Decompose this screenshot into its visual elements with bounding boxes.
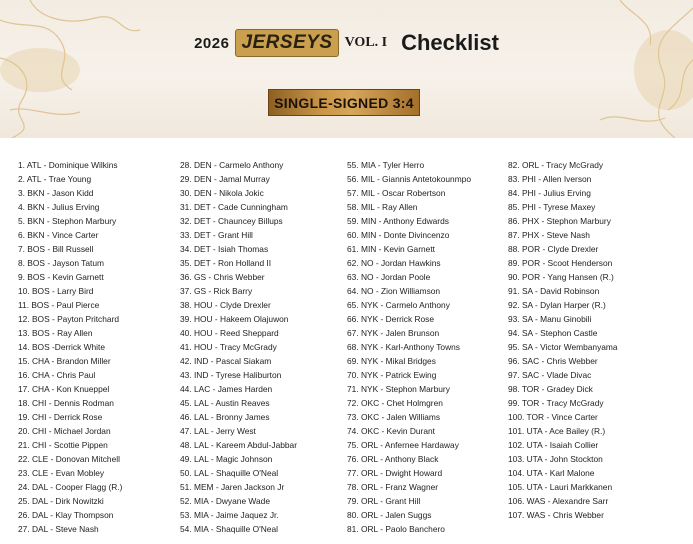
checklist-entry: 20. CHI - Michael Jordan — [18, 426, 111, 436]
checklist-entry: 84. PHI - Julius Erving — [508, 188, 591, 198]
checklist-entry: 19. CHI - Derrick Rose — [18, 412, 103, 422]
checklist-column-1 — [18, 158, 122, 536]
checklist-entry: 43. IND - Tyrese Haliburton — [180, 370, 282, 380]
checklist-entry: 94. SA - Stephon Castle — [508, 328, 598, 338]
checklist-entry: 103. UTA - John Stockton — [508, 454, 603, 464]
checklist-entry: 91. SA - David Robinson — [508, 286, 600, 296]
checklist-entry: 10. BOS - Larry Bird — [18, 286, 94, 296]
checklist-entry: 36. GS - Chris Webber — [180, 272, 265, 282]
checklist-entry: 81. ORL - Paolo Banchero — [347, 524, 445, 534]
checklist-entry: 18. CHI - Dennis Rodman — [18, 398, 114, 408]
checklist-entry: 30. DEN - Nikola Jokic — [180, 188, 264, 198]
checklist-entry: 93. SA - Manu Ginobili — [508, 314, 592, 324]
checklist-entry: 88. POR - Clyde Drexler — [508, 244, 599, 254]
checklist-entry: 12. BOS - Payton Pritchard — [18, 314, 120, 324]
checklist-entry: 63. NO - Jordan Poole — [347, 272, 431, 282]
checklist-entry: 69. NYK - Mikal Bridges — [347, 356, 436, 366]
checklist-entry: 32. DET - Chauncey Billups — [180, 216, 283, 226]
checklist-entry: 33. DET - Grant Hill — [180, 230, 253, 240]
checklist-entry: 7. BOS - Bill Russell — [18, 244, 94, 254]
checklist-entry: 42. IND - Pascal Siakam — [180, 356, 272, 366]
checklist-entry: 1. ATL - Dominique Wilkins — [18, 160, 118, 170]
checklist-entry: 95. SA - Victor Wembanyama — [508, 342, 618, 352]
page-title: Checklist — [401, 30, 499, 55]
checklist-entry: 56. MIL - Giannis Antetokounmpo — [347, 174, 471, 184]
checklist-entry: 79. ORL - Grant Hill — [347, 496, 421, 506]
checklist-entry: 35. DET - Ron Holland II — [180, 258, 272, 268]
checklist-entry: 96. SAC - Chris Webber — [508, 356, 598, 366]
checklist-entry: 82. ORL - Tracy McGrady — [508, 160, 604, 170]
gold-marble-texture — [0, 0, 693, 138]
checklist-entry: 60. MIN - Donte Divincenzo — [347, 230, 450, 240]
checklist-entry: 16. CHA - Chris Paul — [18, 370, 96, 380]
checklist-entry: 23. CLE - Evan Mobley — [18, 468, 105, 478]
checklist-entry: 50. LAL - Shaquille O'Neal — [180, 468, 279, 478]
checklist-entry: 39. HOU - Hakeem Olajuwon — [180, 314, 289, 324]
title-row — [0, 26, 693, 60]
checklist-entry: 78. ORL - Franz Wagner — [347, 482, 439, 492]
checklist-entry: 57. MIL - Oscar Robertson — [347, 188, 446, 198]
checklist-entry: 47. LAL - Jerry West — [180, 426, 256, 436]
volume-label: VOL. I — [344, 35, 388, 50]
header-banner — [0, 0, 693, 138]
checklist-entry: 44. LAC - James Harden — [180, 384, 273, 394]
checklist-entry: 46. LAL - Bronny James — [180, 412, 270, 422]
checklist-entry: 77. ORL - Dwight Howard — [347, 468, 443, 478]
checklist-column-2 — [180, 158, 297, 536]
checklist-entry: 9. BOS - Kevin Garnett — [18, 272, 104, 282]
checklist-entry: 15. CHA - Brandon Miller — [18, 356, 111, 366]
checklist-entry: 70. NYK - Patrick Ewing — [347, 370, 437, 380]
checklist-entry: 17. CHA - Kon Knueppel — [18, 384, 110, 394]
checklist-entry: 51. MEM - Jaren Jackson Jr — [180, 482, 285, 492]
checklist-entry: 22. CLE - Donovan Mitchell — [18, 454, 120, 464]
checklist-entry: 37. GS - Rick Barry — [180, 286, 253, 296]
checklist-entry: 92. SA - Dylan Harper (R.) — [508, 300, 606, 310]
checklist-entry: 40. HOU - Reed Sheppard — [180, 328, 279, 338]
checklist-entry: 75. ORL - Anfernee Hardaway — [347, 440, 459, 450]
checklist-entry: 21. CHI - Scottie Pippen — [18, 440, 108, 450]
checklist-entry: 28. DEN - Carmelo Anthony — [180, 160, 284, 170]
checklist-entry: 27. DAL - Steve Nash — [18, 524, 99, 534]
checklist-entry: 34. DET - Isiah Thomas — [180, 244, 269, 254]
checklist-entry: 72. OKC - Chet Holmgren — [347, 398, 443, 408]
checklist-entry: 80. ORL - Jalen Suggs — [347, 510, 432, 520]
checklist-entry: 107. WAS - Chris Webber — [508, 510, 604, 520]
checklist-entry: 59. MIN - Anthony Edwards — [347, 216, 449, 226]
checklist-entry: 90. POR - Yang Hansen (R.) — [508, 272, 614, 282]
checklist-entry: 5. BKN - Stephon Marbury — [18, 216, 117, 226]
checklist-entry: 68. NYK - Karl-Anthony Towns — [347, 342, 460, 352]
checklist-entry: 53. MIA - Jaime Jaquez Jr. — [180, 510, 279, 520]
checklist-entry: 13. BOS - Ray Allen — [18, 328, 93, 338]
checklist-entry: 6. BKN - Vince Carter — [18, 230, 99, 240]
checklist-entry: 66. NYK - Derrick Rose — [347, 314, 435, 324]
checklist-entry: 55. MIA - Tyler Herro — [347, 160, 425, 170]
checklist-entry: 99. TOR - Tracy McGrady — [508, 398, 604, 408]
checklist-entry: 106. WAS - Alexandre Sarr — [508, 496, 609, 506]
badge-label: SINGLE-SIGNED 3:4 — [274, 94, 414, 111]
jerseys-logo: JERSEYS — [235, 29, 338, 57]
checklist-entry: 104. UTA - Karl Malone — [508, 468, 595, 478]
checklist-entry: 54. MIA - Shaquille O'Neal — [180, 524, 278, 534]
checklist-entry: 29. DEN - Jamal Murray — [180, 174, 270, 184]
checklist-entry: 31. DET - Cade Cunningham — [180, 202, 288, 212]
checklist-entry: 85. PHI - Tyrese Maxey — [508, 202, 596, 212]
checklist-entry: 26. DAL - Klay Thompson — [18, 510, 114, 520]
checklist-entry: 102. UTA - Isaiah Collier — [508, 440, 599, 450]
checklist-entry: 38. HOU - Clyde Drexler — [180, 300, 271, 310]
checklist-entry: 100. TOR - Vince Carter — [508, 412, 598, 422]
checklist-entry: 87. PHX - Steve Nash — [508, 230, 590, 240]
checklist-entry: 83. PHI - Allen Iverson — [508, 174, 592, 184]
year-label: 2026 — [194, 34, 230, 52]
checklist-entry: 25. DAL - Dirk Nowitzki — [18, 496, 104, 506]
checklist-entry: 97. SAC - Vlade Divac — [508, 370, 592, 380]
checklist-entry: 76. ORL - Anthony Black — [347, 454, 439, 464]
checklist-entry: 62. NO - Jordan Hawkins — [347, 258, 441, 268]
checklist-entry: 3. BKN - Jason Kidd — [18, 188, 94, 198]
checklist-entry: 49. LAL - Magic Johnson — [180, 454, 273, 464]
checklist-entry: 24. DAL - Cooper Flagg (R.) — [18, 482, 123, 492]
checklist-entry: 74. OKC - Kevin Durant — [347, 426, 435, 436]
checklist-entry: 71. NYK - Stephon Marbury — [347, 384, 450, 394]
checklist-entry: 105. UTA - Lauri Markkanen — [508, 482, 613, 492]
checklist-entry: 64. NO - Zion Williamson — [347, 286, 441, 296]
checklist-entry: 4. BKN - Julius Erving — [18, 202, 100, 212]
checklist-entry: 89. POR - Scoot Henderson — [508, 258, 613, 268]
checklist-entry: 67. NYK - Jalen Brunson — [347, 328, 440, 338]
checklist-entry: 11. BOS - Paul Pierce — [18, 300, 100, 310]
checklist-entry: 48. LAL - Kareem Abdul-Jabbar — [180, 440, 298, 450]
single-signed-badge — [268, 89, 420, 116]
checklist-entry: 86. PHX - Stephon Marbury — [508, 216, 611, 226]
checklist-entry: 65. NYK - Carmelo Anthony — [347, 300, 450, 310]
checklist-column-4 — [508, 158, 618, 522]
checklist-entry: 8. BOS - Jayson Tatum — [18, 258, 104, 268]
checklist-entry: 2. ATL - Trae Young — [18, 174, 92, 184]
checklist-entry: 14. BOS -Derrick White — [18, 342, 106, 352]
checklist-entry: 58. MIL - Ray Allen — [347, 202, 418, 212]
checklist-entry: 73. OKC - Jalen Williams — [347, 412, 441, 422]
checklist-entry: 101. UTA - Ace Bailey (R.) — [508, 426, 606, 436]
checklist-entry: 61. MIN - Kevin Garnett — [347, 244, 435, 254]
checklist-entry: 52. MIA - Dwyane Wade — [180, 496, 270, 506]
checklist-entry: 98. TOR - Gradey Dick — [508, 384, 593, 394]
checklist-column-3 — [347, 158, 471, 536]
checklist-entry: 45. LAL - Austin Reaves — [180, 398, 270, 408]
checklist-entry: 41. HOU - Tracy McGrady — [180, 342, 277, 352]
